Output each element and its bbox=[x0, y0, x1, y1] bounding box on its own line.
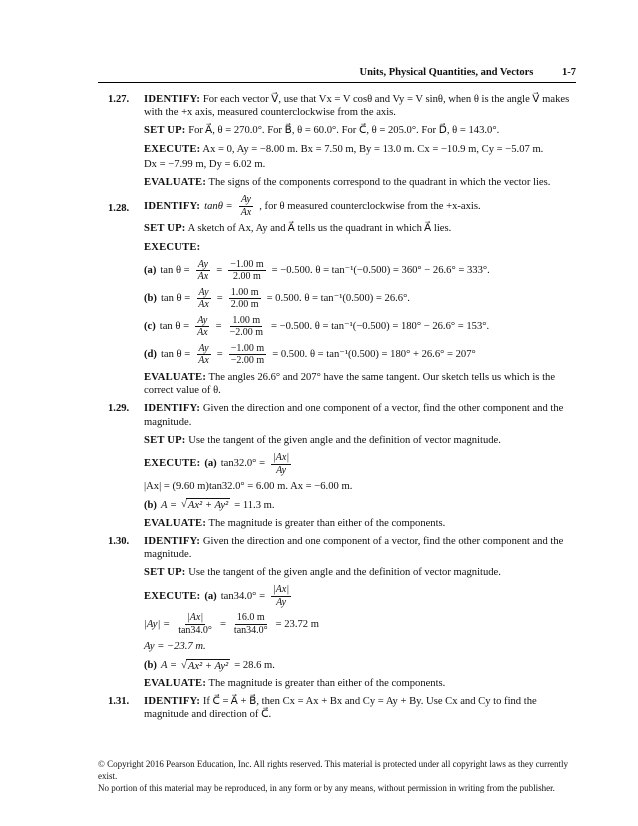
setup-line bbox=[144, 434, 582, 447]
running-header bbox=[98, 67, 576, 83]
sqrt-expression: √ Ax² + Ay² bbox=[181, 659, 229, 672]
identify-label: IDENTIFY: bbox=[144, 403, 201, 415]
ay-value-line: Ay = −23.7 m. bbox=[144, 641, 206, 653]
copyright-footer bbox=[98, 758, 578, 794]
identify-line bbox=[144, 535, 582, 561]
execute-text-2: Dx = −7.99 m, Dy = 6.02 m. bbox=[144, 158, 266, 170]
setup-text: Use the tangent of the given angle and the definition of vector magnitude. bbox=[188, 567, 501, 579]
problem-1-27 bbox=[108, 93, 582, 189]
copyright-line-1: © Copyright 2016 Pearson Education, Inc. All rights reserved. This material is protected under all copyright laws as they currently exist. bbox=[98, 759, 569, 782]
identify-text: If C⃗ = A⃗ + B⃗, then Cx = Ax + Bx and Cy = Ay + By. Use Cx and Cy to find the magnitude and direction of C⃗. bbox=[144, 696, 537, 721]
evaluate-text: The magnitude is greater than either of the components. bbox=[208, 677, 446, 689]
evaluate-text: The angles 26.6° and 207° have the same tangent. Our sketch tells us which is the correct value of θ. bbox=[144, 371, 556, 397]
execute-label: EXECUTE: bbox=[144, 143, 201, 155]
evaluate-line bbox=[144, 517, 582, 530]
setup-label: SET UP: bbox=[144, 434, 186, 446]
identify-line bbox=[144, 402, 582, 428]
setup-label: SET UP: bbox=[144, 125, 186, 137]
identify-label: IDENTIFY: bbox=[144, 200, 201, 212]
problem-number: 1.27. bbox=[108, 94, 130, 105]
identify-line bbox=[144, 93, 582, 119]
part-d-equation: (d) tan θ = $\frac{Ay}{Ax}$ = $\frac{-1.00 m}{-2.00 m}$ = 0.500. θ = tan⁻¹(0.500) = 180° + 26.6° = 207° bbox=[144, 342, 476, 367]
header-title: Units, Physical Quantities, and Vectors bbox=[359, 67, 534, 78]
setup-text: For A⃗, θ = 270.0°. For B⃗, θ = 60.0°. For C⃗, θ = 205.0°. For D⃗, θ = 143.0°. bbox=[188, 125, 500, 137]
identify-text: Given the direction and one component of a vector, find the other component and the magnitude. bbox=[144, 535, 564, 560]
evaluate-line bbox=[144, 176, 582, 189]
problem-1-31 bbox=[108, 695, 582, 721]
problem-1-29 bbox=[108, 402, 582, 529]
solutions-body bbox=[0, 93, 638, 727]
ay-magnitude-equation: |Ay| = $\frac{|Ax|}{\tan 34.0^\circ}$ = $\frac{16.0 m}{\tan 34.0^\circ}$ = 23.72 m bbox=[144, 612, 319, 636]
copyright-line-2: No portion of this material may be reproduced, in any form or by any means, without permission in writing from the publisher. bbox=[98, 783, 555, 794]
setup-line bbox=[144, 222, 582, 235]
part-b-equation: (b) A = √ Ax² + Ay² = 28.6 m. bbox=[144, 659, 275, 672]
execute-text: Ax = 0, Ay = −8.00 m. Bx = 7.50 m, By = 13.0 m. Cx = −10.9 m, Cy = −5.07 m. bbox=[202, 143, 544, 155]
execute-a-equation: EXECUTE: (a) tan34.0° = $\frac{|Ax|}{Ay}$ bbox=[144, 584, 290, 608]
setup-text: Use the tangent of the given angle and the definition of vector magnitude. bbox=[188, 434, 501, 446]
setup-text: A sketch of Ax, Ay and A⃗ tells us the quadrant in which A⃗ lies. bbox=[187, 223, 452, 235]
magnitude-line: |Ax| = (9.60 m)tan32.0° = 6.00 m. Ax = −6.00 m. bbox=[144, 481, 353, 493]
sqrt-expression: √ Ax² + Ay² bbox=[181, 499, 229, 512]
identify-label: IDENTIFY: bbox=[144, 535, 201, 547]
problem-1-30 bbox=[108, 535, 582, 690]
execute-line bbox=[144, 241, 582, 254]
evaluate-label: EVALUATE: bbox=[144, 371, 207, 383]
setup-line bbox=[144, 124, 582, 137]
identify-line bbox=[144, 695, 582, 721]
problem-number: 1.29. bbox=[108, 403, 130, 415]
evaluate-label: EVALUATE: bbox=[144, 177, 207, 189]
identify-text: Given the direction and one component of a vector, find the other component and the magnitude. bbox=[144, 403, 564, 428]
execute-a-equation: EXECUTE: (a) tan32.0° = $\frac{|Ax|}{Ay}$ bbox=[144, 452, 290, 476]
part-b-equation: (b) tan θ = $\frac{Ay}{Ax}$ = $\frac{1.00 m}{2.00 m}$ = 0.500. θ = tan⁻¹(0.500) = 26.6°. bbox=[144, 286, 410, 311]
execute-label: EXECUTE: bbox=[144, 590, 201, 602]
problem-1-28 bbox=[108, 194, 582, 397]
identify-label: IDENTIFY: bbox=[144, 696, 201, 708]
part-c-equation: (c) tan θ = $\frac{Ay}{Ax}$ = $\frac{1.00 m}{-2.00 m}$ = −0.500. θ = tan⁻¹(−0.500) = 180° − 26.6° = 153°. bbox=[144, 314, 490, 339]
evaluate-label: EVALUATE: bbox=[144, 677, 207, 689]
page-number: 1-7 bbox=[562, 67, 576, 78]
execute-label: EXECUTE: bbox=[144, 241, 201, 253]
identify-text: For each vector V⃗, use that Vx = V cosθ and Vy = V sinθ, when θ is the angle V⃗ makes with the +x axis, measured counterclockwise from the axis. bbox=[144, 94, 570, 119]
problem-number: 1.31. bbox=[108, 696, 130, 708]
identify-post: , for θ measured counterclockwise from the +x-axis. bbox=[259, 200, 481, 212]
evaluate-text: The magnitude is greater than either of the components. bbox=[208, 517, 446, 529]
execute-line-2 bbox=[144, 158, 582, 171]
problem-number: 1.30. bbox=[108, 535, 130, 547]
evaluate-line bbox=[144, 677, 582, 690]
identify-label: IDENTIFY: bbox=[144, 94, 201, 105]
evaluate-text: The signs of the components correspond to the quadrant in which the vector lies. bbox=[208, 177, 551, 189]
part-b-equation: (b) A = √ Ax² + Ay² = 11.3 m. bbox=[144, 499, 275, 512]
evaluate-label: EVALUATE: bbox=[144, 517, 207, 529]
evaluate-line bbox=[144, 371, 582, 397]
setup-line bbox=[144, 566, 582, 579]
identify-pre: tanθ = bbox=[204, 200, 233, 212]
identify-line bbox=[144, 194, 582, 218]
execute-line bbox=[144, 143, 582, 156]
setup-label: SET UP: bbox=[144, 223, 186, 235]
problem-number: 1.28. bbox=[108, 203, 130, 215]
execute-label: EXECUTE: bbox=[144, 458, 201, 470]
part-a-equation: (a) tan θ = $\frac{Ay}{Ax}$ = $\frac{-1.00 m}{2.00 m}$ = −0.500. θ = tan⁻¹(−0.500) = 360° − 26.6° = 333°. bbox=[144, 258, 490, 283]
setup-label: SET UP: bbox=[144, 567, 186, 579]
ratio-fraction: $\frac{Ay}{Ax}$ bbox=[240, 194, 252, 218]
